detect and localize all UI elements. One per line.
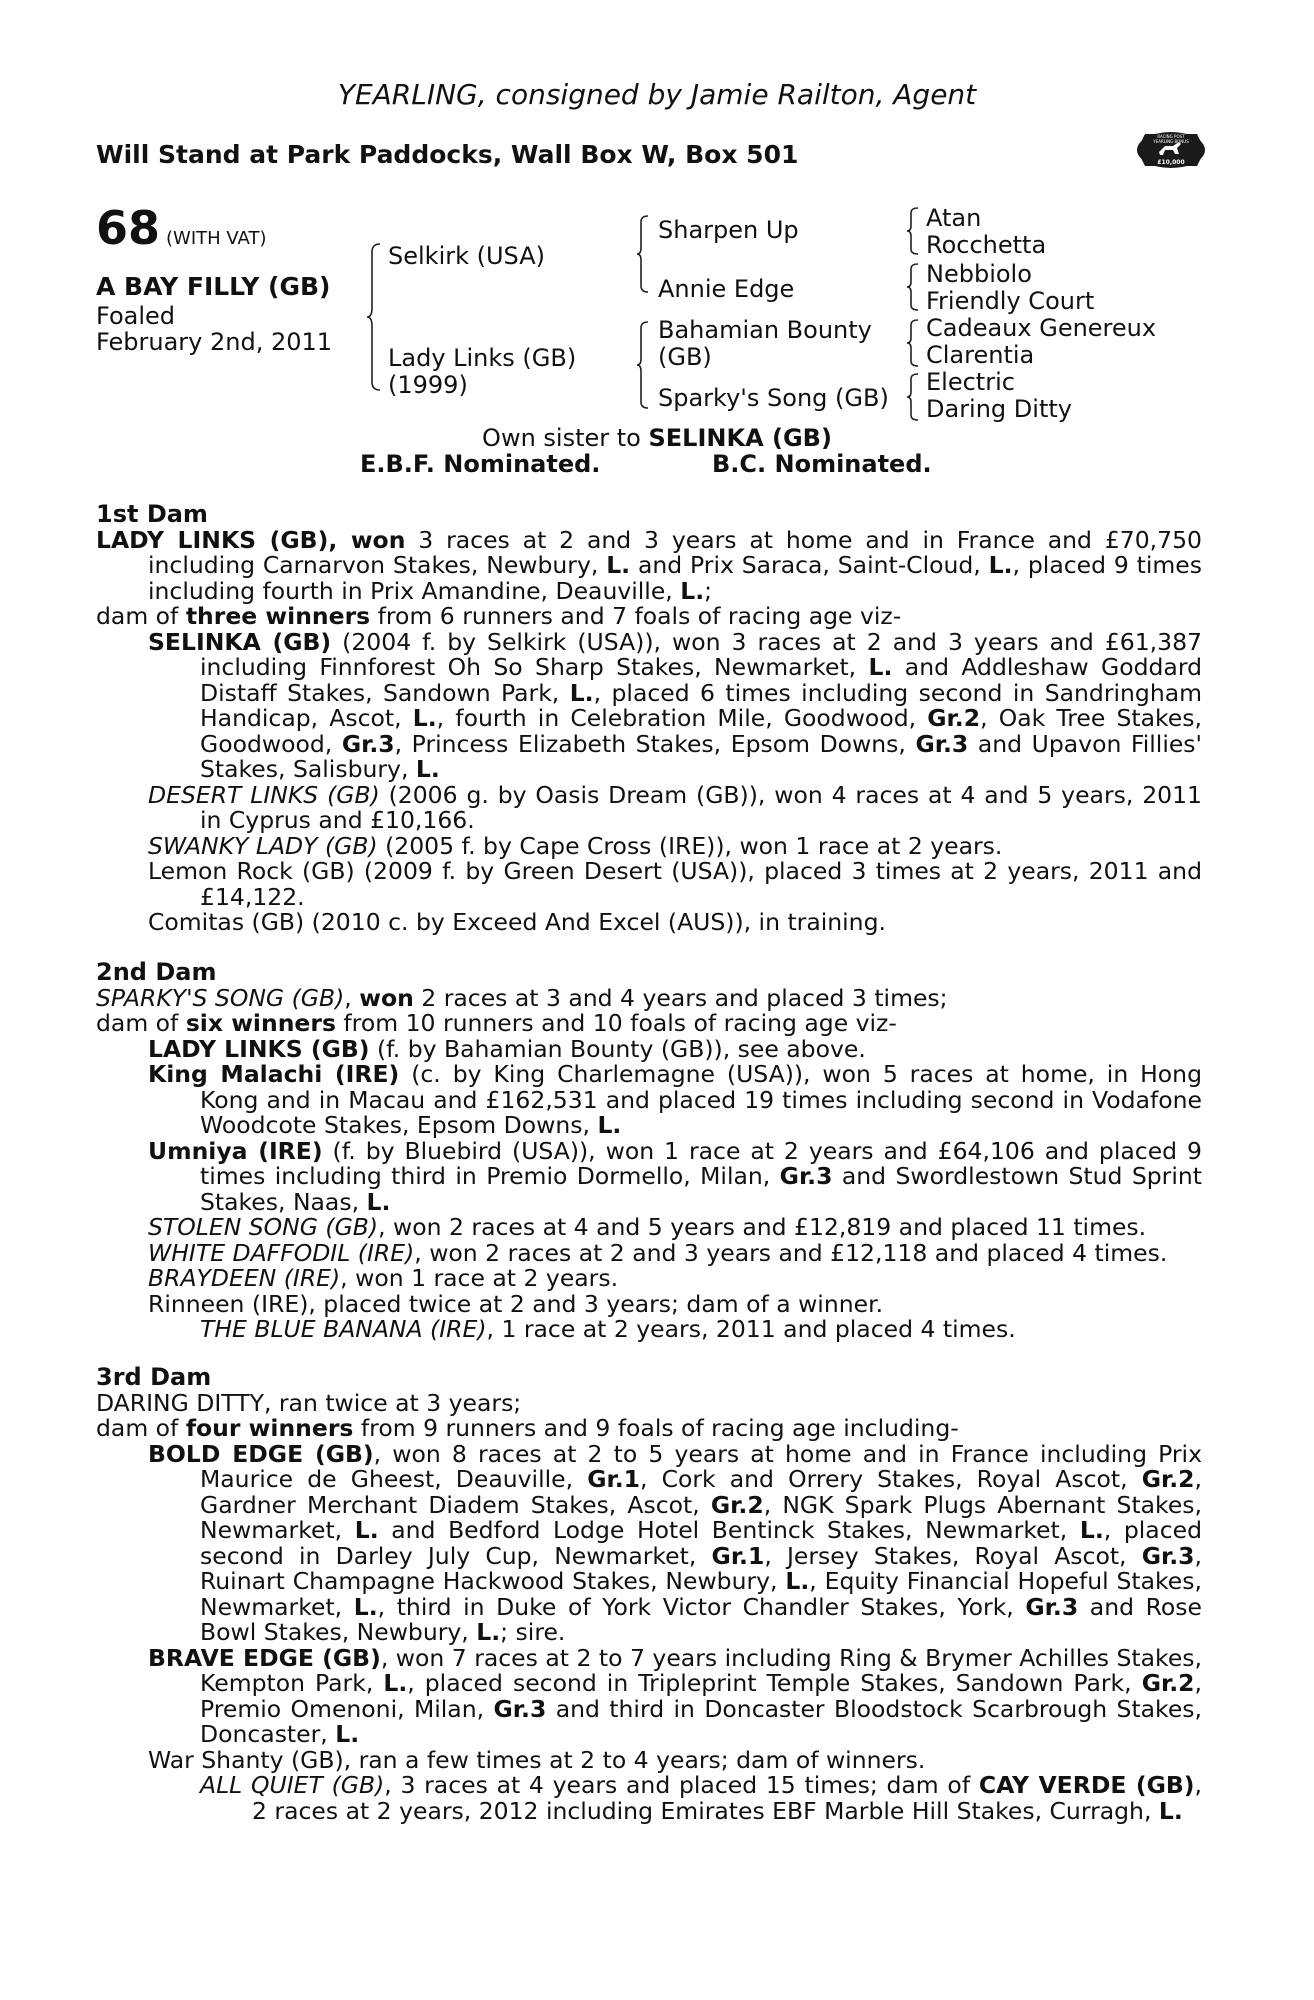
pedigree-sire-sire: Sharpen Up bbox=[658, 216, 799, 244]
vat-note: (WITH VAT) bbox=[166, 228, 267, 249]
lot-number: 68 bbox=[96, 201, 161, 255]
foaled-label: Foaled bbox=[96, 302, 176, 330]
pedigree-brace bbox=[366, 242, 382, 392]
lot-number-block bbox=[96, 201, 267, 255]
produce-desert-links: DESERT LINKS (GB) (2006 g. by Oasis Dream (GB)), won 4 races at 4 and 5 years, 2011 in Cyprus and £10,166. bbox=[148, 780, 1202, 834]
second-dam-produce-summary: dam of six winners from 10 runners and 10 foals of racing age viz- bbox=[96, 1009, 897, 1037]
first-dam-record: LADY LINKS (GB), won 3 races at 2 and 3 years at home and in France and £70,750 including Carnarvon Stakes, Newbury, L. and Prix Saraca, Saint-Cloud, L., placed 9 times including fourth in Prix Amandine, Deauville, L.; bbox=[96, 525, 1203, 605]
produce-braydeen: BRAYDEEN (IRE), won 1 race at 2 years. bbox=[148, 1264, 619, 1292]
produce-brave-edge: BRAVE EDGE (GB), won 7 races at 2 to 7 years including Ring & Brymer Achilles Stakes, Kempton Park, L., placed second in Tripleprint Temple Stakes, Sandown Park, Gr.2, Premio Omenoni, Milan, Gr.3 and third in Doncaster Bloodstock Scarbrough Stakes, Doncaster, L. bbox=[148, 1643, 1203, 1748]
badge-top-text: RACING POST bbox=[1157, 134, 1185, 139]
pedigree-dam-sire-line2: (GB) bbox=[658, 343, 712, 371]
pedigree-dam-sire-line1: Bahamian Bounty bbox=[658, 316, 872, 344]
pedigree-sds: Nebbiolo bbox=[926, 260, 1032, 288]
pedigree-dsd: Clarentia bbox=[926, 341, 1035, 369]
first-dam-section bbox=[96, 502, 1202, 936]
yearling-bonus-logo-icon bbox=[1135, 128, 1207, 172]
produce-war-shanty: War Shanty (GB), ran a few times at 2 to 4 years; dam of winners. bbox=[148, 1745, 926, 1774]
lot-description: A BAY FILLY (GB) bbox=[96, 272, 331, 301]
stand-location: Will Stand at Park Paddocks, Wall Box W, Box 501 bbox=[96, 140, 799, 169]
produce-all-quiet: ALL QUIET (GB), 3 races at 4 years and placed 15 times; dam of CAY VERDE (GB), 2 races at 2 years, 2012 including Emirates EBF Marble Hill Stakes, Curragh, L. bbox=[200, 1771, 1202, 1825]
produce-the-blue-banana: THE BLUE BANANA (IRE), 1 race at 2 years, 2011 and placed 4 times. bbox=[200, 1315, 1016, 1343]
pedigree-brace bbox=[636, 214, 650, 294]
third-dam-record: DARING DITTY, ran twice at 3 years; bbox=[96, 1388, 522, 1417]
produce-king-malachi: King Malachi (IRE) (c. by King Charlemagne (USA)), won 5 races at home, in Hong Kong and in Macau and £162,531 and placed 19 times including second in Vodafone Woodcote Stakes, Epsom Downs, L. bbox=[148, 1060, 1202, 1139]
pedigree-brace bbox=[906, 318, 920, 368]
third-dam-heading: 3rd Dam bbox=[96, 1363, 212, 1391]
produce-umniya: Umniya (IRE) (f. by Bluebird (USA)), won 1 race at 2 years and £64,106 and placed 9 times including third in Premio Dormello, Milan, Gr.3 and Swordlestown Stud Sprint Stakes, Naas, L. bbox=[148, 1136, 1202, 1216]
pedigree-dss: Cadeaux Genereux bbox=[926, 314, 1157, 342]
first-dam-heading: 1st Dam bbox=[96, 500, 208, 528]
produce-rinneen: Rinneen (IRE), placed twice at 2 and 3 years; dam of a winner. bbox=[148, 1289, 884, 1318]
pedigree-ddd: Daring Ditty bbox=[926, 395, 1072, 423]
foaled-date: February 2nd, 2011 bbox=[96, 328, 333, 356]
second-dam-heading: 2nd Dam bbox=[96, 958, 217, 986]
pedigree-brace bbox=[906, 262, 920, 312]
pedigree-sdd: Friendly Court bbox=[926, 287, 1095, 315]
bc-nomination: B.C. Nominated. bbox=[712, 450, 932, 478]
produce-comitas: Comitas (GB) (2010 c. by Exceed And Excel (AUS)), in training. bbox=[148, 908, 886, 936]
produce-bold-edge: BOLD EDGE (GB), won 8 races at 2 to 5 years at home and in France including Prix Maurice de Gheest, Deauville, Gr.1, Cork and Orrery Stakes, Royal Ascot, Gr.2, Gardner Merchant Diadem Stakes, Ascot, Gr.2, NGK Spark Plugs Abernant Stakes, Newmarket, L. and Bedford Lodge Hotel Bentinck Stakes, Newmarket, L., placed second in Darley July Cup, Newmarket, Gr.1, Jersey Stakes, Royal Ascot, Gr.3, Ruinart Champagne Hackwood Stakes, Newbury, L., Equity Financial Hopeful Stakes, Newmarket, L., third in Duke of York Victor Chandler Stakes, York, Gr.3 and Rose Bowl Stakes, Newbury, L.; sire. bbox=[148, 1439, 1202, 1646]
badge-mid-text: YEARLING BONUS bbox=[1153, 139, 1189, 144]
pedigree-sire: Selkirk (USA) bbox=[388, 242, 546, 270]
third-dam-produce-summary: dam of four winners from 9 runners and 9 foals of racing age including- bbox=[96, 1414, 959, 1442]
consignment-line: YEARLING, consigned by Jamie Railton, Agent bbox=[337, 78, 977, 111]
pedigree-dam-line2: (1999) bbox=[388, 371, 468, 399]
yearling-bonus-badge bbox=[1135, 128, 1207, 178]
pedigree-sire-dam: Annie Edge bbox=[658, 275, 795, 303]
own-sister-prefix: Own sister to bbox=[482, 424, 641, 452]
own-sister-name: SELINKA (GB) bbox=[648, 424, 832, 452]
pedigree-ssd: Rocchetta bbox=[926, 231, 1047, 259]
produce-white-daffodil: WHITE DAFFODIL (IRE), won 2 races at 2 and 3 years and £12,118 and placed 4 times. bbox=[148, 1238, 1168, 1267]
second-dam-record: SPARKY'S SONG (GB), won 2 races at 3 and 4 years and placed 3 times; bbox=[96, 983, 948, 1012]
own-sister-note bbox=[0, 424, 1314, 452]
produce-lady-links: LADY LINKS (GB) (f. by Bahamian Bounty (GB)), see above. bbox=[148, 1034, 866, 1063]
produce-swanky-lady: SWANKY LADY (GB) (2005 f. by Cape Cross (IRE)), won 1 race at 2 years. bbox=[148, 831, 1003, 860]
produce-lemon-rock: Lemon Rock (GB) (2009 f. by Green Desert (USA)), placed 3 times at 2 years, 2011 and £14,122. bbox=[148, 857, 1202, 911]
pedigree-brace bbox=[906, 372, 920, 422]
pedigree-brace bbox=[636, 320, 650, 410]
ebf-nomination: E.B.F. Nominated. bbox=[360, 450, 601, 478]
pedigree-dam-line1: Lady Links (GB) bbox=[388, 344, 577, 372]
second-dam-section bbox=[96, 960, 1202, 1343]
third-dam-section bbox=[96, 1365, 1202, 1824]
produce-selinka: SELINKA (GB) (2004 f. by Selkirk (USA)), won 3 races at 2 and 3 years and £61,387 including Finnforest Oh So Sharp Stakes, Newmarket, L. and Addleshaw Goddard Distaff Stakes, Sandown Park, L., placed 6 times including second in Sandringham Handicap, Ascot, L., fourth in Celebration Mile, Goodwood, Gr.2, Oak Tree Stakes, Goodwood, Gr.3, Princess Elizabeth Stakes, Epsom Downs, Gr.3 and Upavon Fillies' Stakes, Salisbury, L. bbox=[148, 627, 1203, 783]
pedigree-dam-dam: Sparky's Song (GB) bbox=[658, 384, 889, 412]
first-dam-produce-summary: dam of three winners from 6 runners and 7 foals of racing age viz- bbox=[96, 602, 902, 630]
pedigree-dds: Electric bbox=[926, 368, 1015, 396]
badge-amount: £10,000 bbox=[1157, 159, 1185, 166]
pedigree-brace bbox=[906, 206, 920, 256]
pedigree-sss: Atan bbox=[926, 204, 982, 232]
produce-stolen-song: STOLEN SONG (GB), won 2 races at 4 and 5 years and £12,819 and placed 11 times. bbox=[148, 1213, 1147, 1241]
